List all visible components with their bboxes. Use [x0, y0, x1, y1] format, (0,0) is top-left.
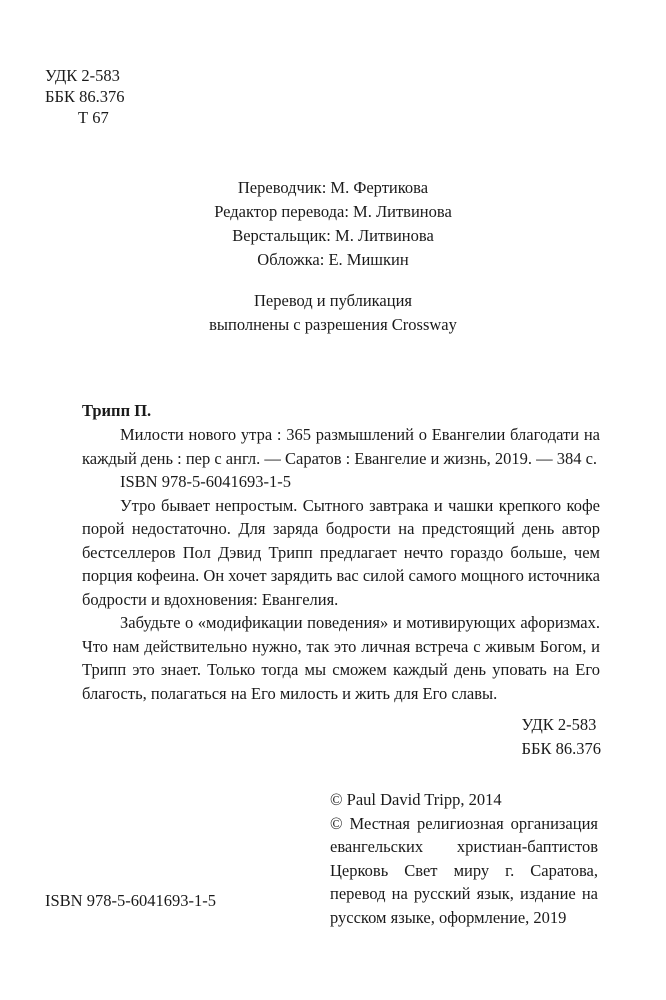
credit-editor: Редактор перевода: М. Литвинова — [214, 202, 452, 221]
udk-code: УДК 2-583 — [521, 715, 597, 734]
classification-bottom — [522, 713, 601, 761]
copyright-line-publisher: © Местная религиозная организация евангельских христиан-баптистов Церковь Свет миру г. Саратова, перевод на русский язык, издание на русском языке, оформление, 2019 — [330, 813, 598, 927]
permission-line-2: выполнены с разрешения Crossway — [209, 315, 457, 334]
annotation-paragraph: Утро бывает непростым. Сытного завтрака и чашки крепкого кофе порой недостаточно. Для заряда бодрости на предстоящий день автор бестселлеров Пол Дэвид Трипп предлагает нечто гораздо больше, чем порция кофеина. Он хочет зарядить вас силой самого мощного источника бодрости и вдохновения: Евангелия. — [82, 495, 600, 609]
credits — [0, 176, 666, 272]
classification-top — [45, 65, 124, 128]
author-heading: Трипп П. — [82, 401, 152, 420]
isbn-line: ISBN 978-5-6041693-1-5 — [120, 472, 291, 491]
author-mark: Т 67 — [78, 108, 109, 127]
permission-line-1: Перевод и публикация — [254, 291, 412, 310]
book-description: Милости нового утра : 365 размышлений о Евангелии благодати на каждый день : пер с англ. — Саратов : Евангелие и жизнь, 2019. — 384 с. — [82, 425, 600, 468]
bbk-code: ББК 86.376 — [45, 87, 125, 106]
bibliographic-record — [82, 399, 600, 705]
isbn-bottom: ISBN 978-5-6041693-1-5 — [45, 891, 216, 910]
bbk-code: ББК 86.376 — [521, 739, 601, 758]
annotation-paragraph: Забудьте о «модификации поведения» и мотивирующих афоризмах. Что нам действительно нужно, так это личная встреча с живым Богом, и Трипп это знает. Только тогда мы сможем каждый день уповать на Его благость, полагаться на Его милость и жить для Его славы. — [82, 613, 600, 703]
copyright-block — [330, 788, 598, 929]
credit-layout: Верстальщик: М. Литвинова — [232, 226, 434, 245]
credit-cover: Обложка: Е. Мишкин — [257, 250, 409, 269]
credit-translator: Переводчик: М. Фертикова — [237, 178, 429, 197]
permission-note — [0, 289, 666, 337]
copyright-line-author: © Paul David Tripp, 2014 — [330, 790, 502, 809]
udk-code: УДК 2-583 — [45, 66, 120, 85]
